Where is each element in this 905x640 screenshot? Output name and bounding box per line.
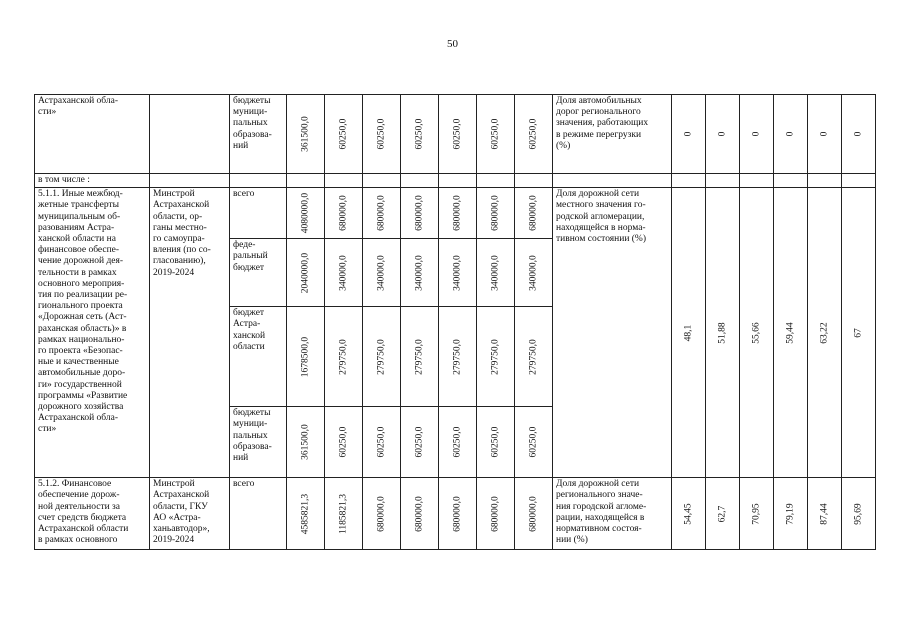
- indicator-value: 0: [672, 95, 706, 174]
- amount-cell: 60250,0: [363, 407, 401, 478]
- indicator-cell: Доля дорожной сети регионального значе- ния городской агломе- рации, находящейся в нормативном состоя- нии (%): [553, 478, 672, 550]
- indicator-value: 0: [706, 95, 740, 174]
- indicator-value: 62,7: [706, 478, 740, 550]
- amount-cell: 340000,0: [401, 239, 439, 307]
- amount-cell: 279750,0: [363, 307, 401, 407]
- amount-cell: 361500,0: [287, 407, 325, 478]
- indicator-value: 59,44: [774, 188, 808, 478]
- amount-cell: 1678500,0: [287, 307, 325, 407]
- indicator-value: 0: [842, 95, 876, 174]
- amount-cell: 60250,0: [439, 407, 477, 478]
- amount-cell: 279750,0: [477, 307, 515, 407]
- indicator-value: 55,66: [740, 188, 774, 478]
- indicator-value: 0: [808, 95, 842, 174]
- executor-cell: Минстрой Астраханской области, ор- ганы местно- го самоупра- вления (по со- гласованию), 2019-2024: [150, 188, 230, 478]
- indicator-value: 79,19: [774, 478, 808, 550]
- indicator-value: 70,95: [740, 478, 774, 550]
- table-row: [35, 188, 876, 239]
- amount-cell: 680000,0: [401, 188, 439, 239]
- indicator-value: 48,1: [672, 188, 706, 478]
- amount-cell: 680000,0: [477, 188, 515, 239]
- indicator-value: 0: [774, 95, 808, 174]
- indicator-cell: Доля дорожной сети местного значения го- родской агломерации, находящейся в норма- тивном состоянии (%): [553, 188, 672, 478]
- indicator-value: 51,88: [706, 188, 740, 478]
- amount-cell: 279750,0: [439, 307, 477, 407]
- amount-cell: 361500,0: [287, 95, 325, 174]
- amount-cell: 60250,0: [401, 95, 439, 174]
- source-cell: всего: [230, 478, 287, 550]
- amount-cell: 680000,0: [439, 188, 477, 239]
- amount-cell: 4585821,3: [287, 478, 325, 550]
- table-row: [35, 174, 876, 188]
- indicator-value: 63,22: [808, 188, 842, 478]
- event-cell: 5.1.1. Иные межбюд- жетные трансферты муниципальным об- разованиям Астра- ханской области на финансовое обеспе- чение дорожной дея- тельности в рамках основного мероприя- тия по реализации ре- гионального проекта «Дорожная сеть (Аст- раханская область)» в рамках национально- го проекта «Безопас- ные и качественные автомобильные доро- ги» государственной программы «Развитие дорожного хозяйства Астраханской обла- сти»: [35, 188, 150, 478]
- amount-cell: 60250,0: [515, 95, 553, 174]
- indicator-value: 0: [740, 95, 774, 174]
- amount-cell: 680000,0: [401, 478, 439, 550]
- page-number: 50: [447, 38, 458, 50]
- amount-cell: 4080000,0: [287, 188, 325, 239]
- amount-cell: 680000,0: [363, 478, 401, 550]
- amount-cell: 2040000,0: [287, 239, 325, 307]
- amount-cell: 60250,0: [363, 95, 401, 174]
- amount-cell: 60250,0: [325, 407, 363, 478]
- indicator-cell: Доля автомобильных дорог регионального значения, работающих в режиме перегрузки (%): [553, 95, 672, 174]
- amount-cell: 60250,0: [401, 407, 439, 478]
- amount-cell: 680000,0: [363, 188, 401, 239]
- amount-cell: 340000,0: [325, 239, 363, 307]
- amount-cell: 60250,0: [439, 95, 477, 174]
- executor-cell: Минстрой Астраханской области, ГКУ АО «Астра- ханьавтодор», 2019-2024: [150, 478, 230, 550]
- amount-cell: 279750,0: [401, 307, 439, 407]
- including-label: в том числе :: [35, 174, 150, 188]
- amount-cell: 340000,0: [439, 239, 477, 307]
- indicator-value: 54,45: [672, 478, 706, 550]
- indicator-value: 67: [842, 188, 876, 478]
- amount-cell: 60250,0: [477, 407, 515, 478]
- source-cell: всего: [230, 188, 287, 239]
- amount-cell: 680000,0: [439, 478, 477, 550]
- amount-cell: 680000,0: [515, 478, 553, 550]
- amount-cell: 680000,0: [325, 188, 363, 239]
- source-cell: феде- ральный бюджет: [230, 239, 287, 307]
- amount-cell: 680000,0: [515, 188, 553, 239]
- event-cell: 5.1.2. Финансовое обеспечение дорож- ной деятельности за счет средств бюджета Астраханской области в рамках основного: [35, 478, 150, 550]
- source-cell: бюджеты муници- пальных образова- ний: [230, 407, 287, 478]
- table-row: [35, 478, 876, 550]
- amount-cell: 680000,0: [477, 478, 515, 550]
- amount-cell: 340000,0: [363, 239, 401, 307]
- amount-cell: 279750,0: [325, 307, 363, 407]
- source-cell: бюджеты муници- пальных образова- ний: [230, 95, 287, 174]
- indicator-value: 87,44: [808, 478, 842, 550]
- executor-cell: [150, 95, 230, 174]
- amount-cell: 1185821,3: [325, 478, 363, 550]
- indicator-value: 95,69: [842, 478, 876, 550]
- table-row: [35, 95, 876, 174]
- amount-cell: 340000,0: [477, 239, 515, 307]
- amount-cell: 60250,0: [515, 407, 553, 478]
- amount-cell: 60250,0: [477, 95, 515, 174]
- program-table: [34, 94, 876, 550]
- event-cell: Астраханской обла- сти»: [35, 95, 150, 174]
- amount-cell: 60250,0: [325, 95, 363, 174]
- amount-cell: 340000,0: [515, 239, 553, 307]
- source-cell: бюджет Астра- ханской области: [230, 307, 287, 407]
- amount-cell: 279750,0: [515, 307, 553, 407]
